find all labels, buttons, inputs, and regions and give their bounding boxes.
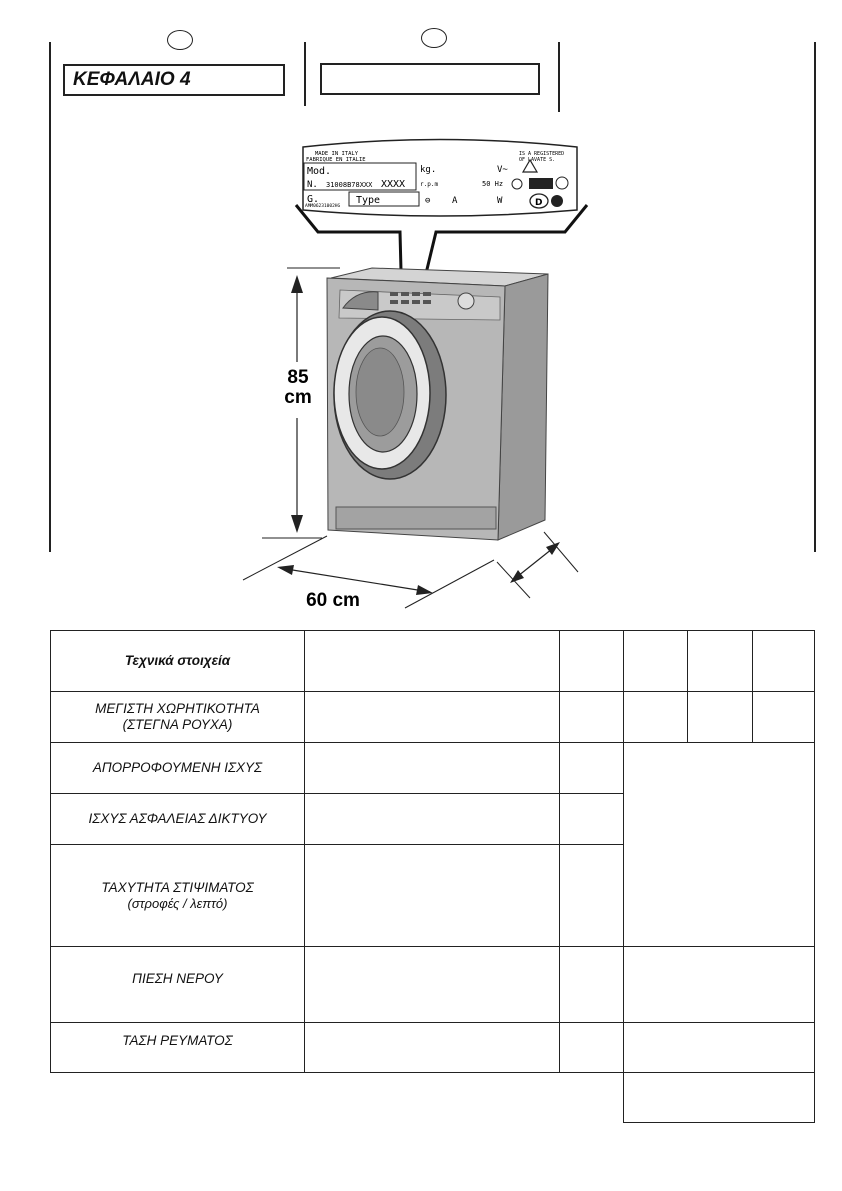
plate-v-label: V~	[497, 165, 508, 175]
depth-dimension	[497, 532, 578, 598]
table-row-power-unit	[559, 742, 624, 794]
language-circle-1	[167, 30, 193, 50]
column-divider-2	[558, 42, 560, 112]
table-header-value	[304, 630, 560, 692]
plate-kg-label: kg.	[420, 165, 437, 175]
weee-mark-icon	[529, 178, 553, 189]
plate-mod-label: Mod.	[307, 166, 332, 177]
table-row-spin-label: ΤΑΧΥΤΗΤΑ ΣΤΙΨΙΜΑΤΟΣ (στροφές / λεπτό)	[50, 844, 305, 947]
table-row-capacity-m2	[687, 691, 753, 743]
language-circle-2	[421, 28, 447, 48]
right-margin-line	[814, 42, 816, 552]
table-row-capacity-m3	[752, 691, 815, 743]
table-header-model-1	[623, 630, 688, 692]
table-header-model-3	[752, 630, 815, 692]
table-row-pressure-unit	[559, 946, 624, 1023]
svg-text:⊖: ⊖	[425, 196, 431, 206]
plate-serial-suffix: XXXX	[381, 179, 406, 190]
table-row-capacity-m1	[623, 691, 688, 743]
table-row-spin-value	[304, 844, 560, 947]
plate-n-label: N.	[307, 180, 318, 190]
plate-fabrique: FABRIQUE EN ITALIE	[306, 157, 366, 163]
table-row-fuse-value	[304, 793, 560, 845]
plate-a-label: A	[452, 196, 458, 206]
chapter-title-translation-box	[320, 63, 540, 95]
chapter-title: ΚΕΦΑΛΑΙΟ 4	[63, 64, 285, 96]
table-row-capacity-unit	[559, 691, 624, 743]
table-row-pressure-value	[304, 946, 560, 1023]
table-row-pressure-extra	[623, 946, 815, 1023]
table-trailing-box	[623, 1072, 815, 1123]
plate-registered-2: OF LAVATE S.	[519, 157, 556, 163]
plate-made-in: MADE IN ITALY	[315, 151, 359, 157]
column-divider-1	[304, 42, 306, 106]
height-value: 85	[287, 367, 309, 388]
table-row-voltage-extra	[623, 1022, 815, 1073]
plate-serial: 31008B78XXX	[326, 181, 373, 189]
plate-registered: IS A REGISTERED	[519, 151, 565, 157]
width-dimension	[243, 536, 494, 608]
height-unit: cm	[284, 387, 312, 408]
width-label: 60 cm	[306, 590, 360, 611]
washing-machine-body	[327, 268, 548, 540]
table-row-capacity-label: ΜΕΓΙΣΤΗ ΧΩΡΗΤΙΚΟΤΗΤΑ (ΣΤΕΓΝΑ ΡΟΥΧΑ)	[50, 691, 305, 743]
plate-type-label: Type	[356, 195, 381, 206]
left-margin-line	[49, 42, 51, 552]
rating-plate	[303, 140, 577, 217]
table-row-spin-unit	[559, 844, 624, 947]
table-row-voltage-unit	[559, 1022, 624, 1073]
table-header-model-2	[687, 630, 753, 692]
table-header-unit	[559, 630, 624, 692]
table-row-capacity-value	[304, 691, 560, 743]
plate-d-mark: D	[535, 198, 543, 208]
table-merged-block	[623, 742, 815, 947]
table-row-power-label: ΑΠΟΡΡΟΦΟΥΜΕΝΗ ΙΣΧΥΣ	[50, 742, 305, 794]
plate-w-label: W	[497, 196, 503, 206]
table-row-pressure-label: ΠΙΕΣΗ ΝΕΡΟΥ	[50, 946, 305, 1023]
table-row-fuse-label: ΙΣΧΥΣ ΑΣΦΑΛΕΙΑΣ ΔΙΚΤΥΟΥ	[50, 793, 305, 845]
table-header-label: Τεχνικά στοιχεία	[50, 630, 305, 692]
washing-machine-figure	[230, 135, 590, 615]
table-row-voltage-label: ΤΑΣΗ ΡΕΥΜΑΤΟΣ	[50, 1022, 305, 1073]
plate-hz-label: 50 Hz	[482, 180, 504, 188]
table-row-voltage-value	[304, 1022, 560, 1073]
table-row-power-value	[304, 742, 560, 794]
plate-footer-code: AMM06231002HG	[305, 204, 341, 209]
plate-g-label: G.	[307, 194, 320, 205]
table-row-fuse-unit	[559, 793, 624, 845]
plate-rpm-label: r.p.m	[420, 181, 439, 188]
tuv-mark-icon	[551, 195, 563, 207]
